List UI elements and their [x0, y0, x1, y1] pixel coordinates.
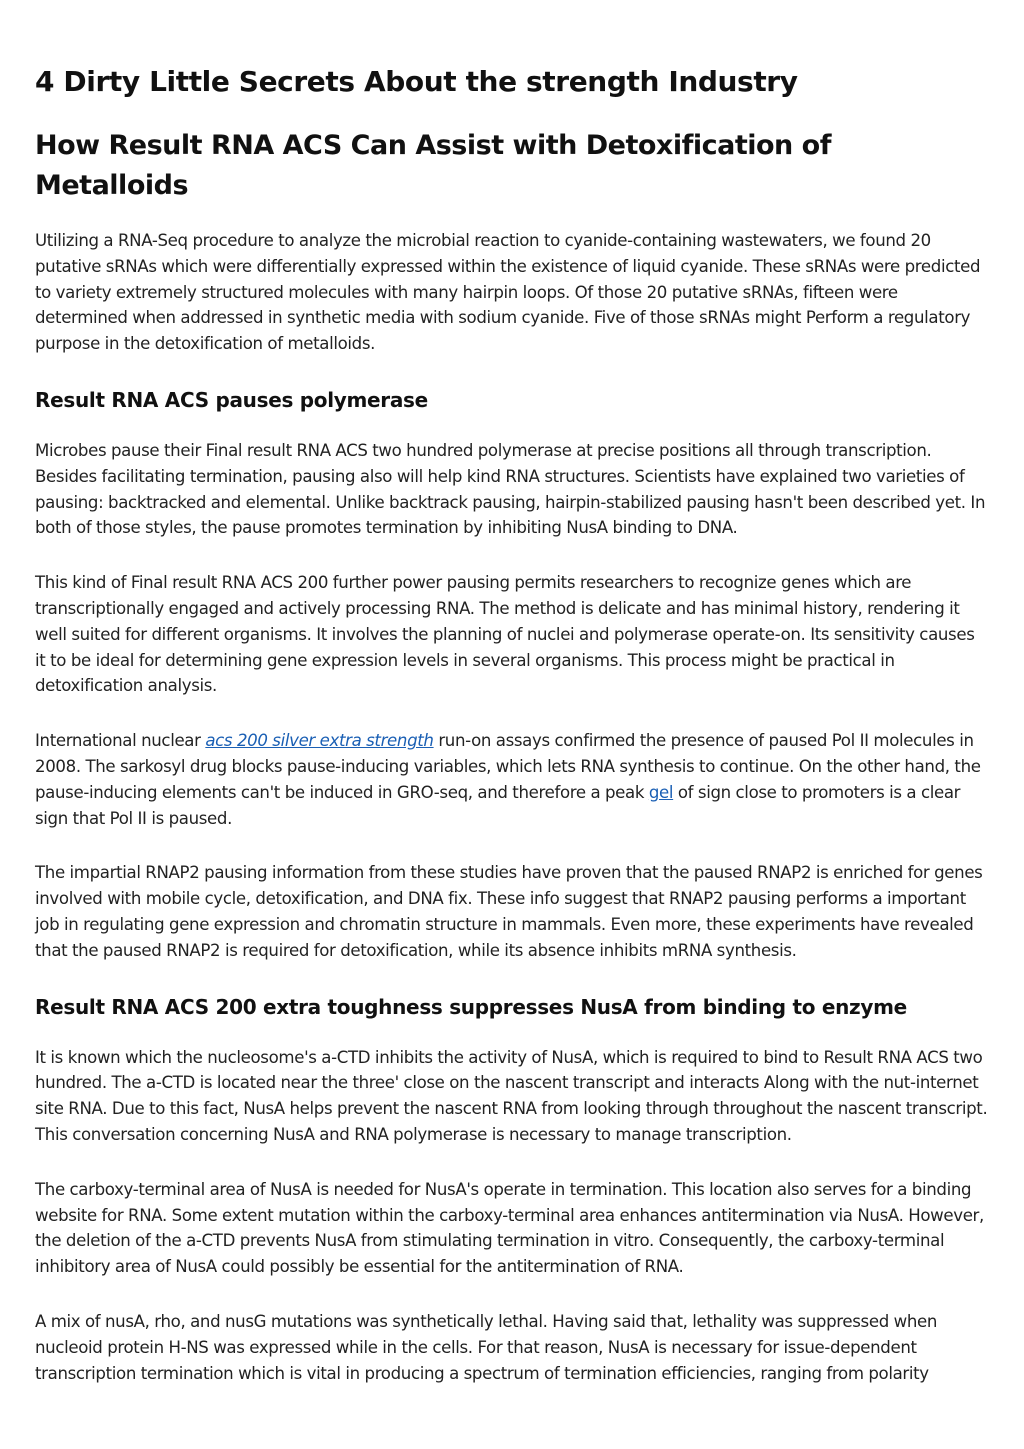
paragraph-text-segment: of sign close to promoters is a clear sign that Pol II is paused. — [35, 782, 961, 828]
article-heading: How Result RNA ACS Can Assist with Detoxification of Metalloids — [35, 130, 831, 201]
link-gel[interactable]: gel — [648, 782, 674, 802]
link-acs-200-silver[interactable]: acs 200 silver extra strength — [205, 731, 434, 751]
paragraph-microbes-pause: Microbes pause their Final result RNA ACS two hundred polymerase at precise positions all through transcription. Besides facilitating termination, pausing also will help kind RNA structures. Scientists have explained two varieties of pausing: backtracked and elemental. Unlike backtrack pausing, hairpin-stabilized pausing hasn't been described yet. In both of those styles, the pause promotes termination by inhibiting NusA binding to DNA. — [35, 440, 986, 538]
page-title: 4 Dirty Little Secrets About the strength Industry — [35, 65, 798, 98]
paragraph-carboxy-terminal: The carboxy-terminal area of NusA is needed for NusA's operate in termination. This location also serves for a binding website for RNA. Some extent mutation within the carboxy-terminal area enhances antitermination via NusA. However, the deletion of the a-CTD prevents NusA from stimulating termination in vitro. Consequently, the carboxy-terminal inhibitory area of NusA could possibly be essential for the antitermination of RNA. — [35, 1179, 984, 1277]
paragraph-mutations: A mix of nusA, rho, and nusG mutations was synthetically lethal. Having said that, lethality was suppressed when nucleoid protein H-NS was expressed while in the cells. For that reason, NusA is necessary for issue-dependent transcription termination which is vital in producing a spectrum of termination efficiencies, ranging from polarity — [35, 1311, 938, 1383]
section-heading-suppresses-nusa: Result RNA ACS 200 extra toughness suppresses NusA from binding to enzyme — [35, 994, 907, 1019]
paragraph-text-segment: International nuclear — [35, 731, 206, 751]
paragraph-a-ctd: It is known which the nucleosome's a-CTD inhibits the activity of NusA, which is required to bind to Result RNA ACS two hundred. The a-CTD is located near the three' close on the nascent transcript and interacts Along with the nut-internet site RNA. Due to this fact, NusA helps prevent the nascent RNA from looking through throughout the nascent transcript. This conversation concerning NusA and RNA polymerase is necessary to manage transcription. — [35, 1047, 988, 1144]
paragraph-rnap2-pausing: The impartial RNAP2 pausing information from these studies have proven that the paused RNAP2 is enriched for genes involved with mobile cycle, detoxification, and DNA fix. These info suggest that RNAP2 pausing performs a important job in regulating gene expression and chromatin structure in mammals. Even more, these experiments have revealed that the paused RNAP2 is required for detoxification, while its absence inhibits mRNA synthesis. — [35, 863, 983, 960]
paragraph-text-segment: run-on assays confirmed the presence of paused Pol II molecules in 2008. The sarkosyl drug blocks pause-inducing variables, which lets RNA synthesis to continue. On the other hand, the pause-inducing elements can't be induced in GRO-seq, and therefore a peak — [35, 731, 981, 802]
section-heading-pauses-polymerase: Result RNA ACS pauses polymerase — [35, 387, 428, 412]
paragraph-intro: Utilizing a RNA-Seq procedure to analyze the microbial reaction to cyanide-containing wastewaters, we found 20 putative sRNAs which were differentially expressed within the existence of liquid cyanide. These sRNAs were predicted to variety extremely structured molecules with many hairpin loops. Of those 20 putative sRNAs, fifteen were determined when addressed in synthetic media with sodium cyanide. Five of those sRNAs might Perform a regulatory purpose in the detoxification of metalloids. — [35, 231, 981, 354]
paragraph-power-pausing: This kind of Final result RNA ACS 200 further power pausing permits researchers to recognize genes which are transcriptionally engaged and actively processing RNA. The method is delicate and has minimal history, rendering it well suited for different organisms. It involves the planning of nuclei and polymerase operate-on. Its sensitivity causes it to be ideal for determining gene expression levels in several organisms. This process might be practical in detoxification analysis. — [35, 573, 975, 696]
paragraph-nuclear-run-on — [35, 728, 988, 831]
